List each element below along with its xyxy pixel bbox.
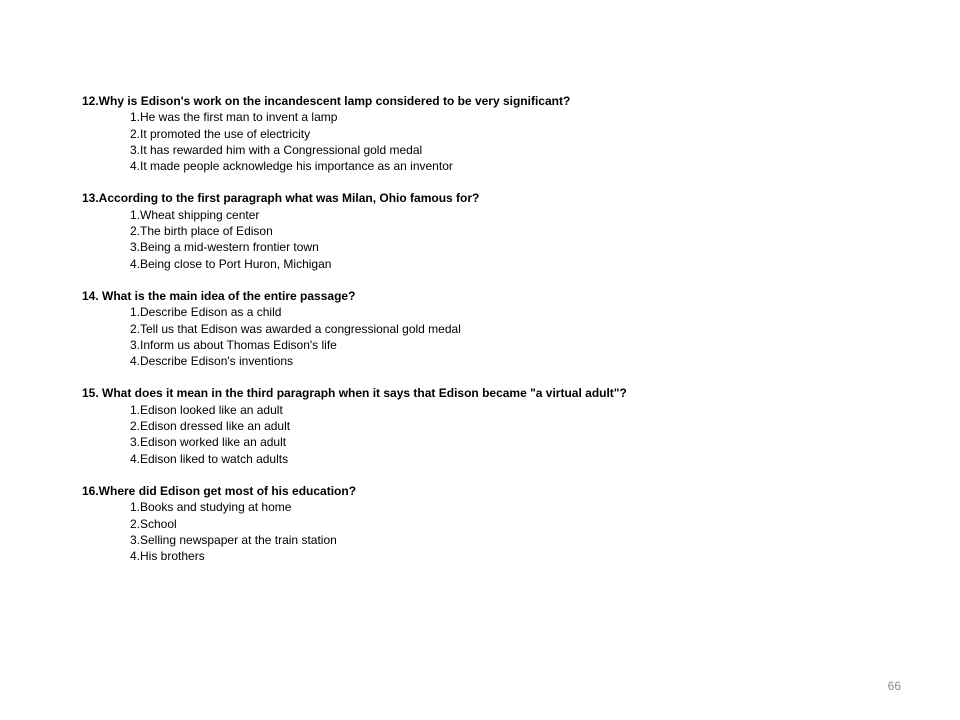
answer-options [82, 109, 902, 174]
question-text: 16.Where did Edison get most of his education? [82, 483, 357, 498]
answer-option: 3.Being a mid-western frontier town [130, 240, 319, 255]
question-list [82, 93, 902, 580]
answer-option: 1.Edison looked like an adult [130, 402, 283, 417]
question-text: 14. What is the main idea of the entire passage? [82, 288, 356, 303]
answer-option: 3.Selling newspaper at the train station [130, 532, 337, 547]
answer-option: 4.Edison liked to watch adults [130, 451, 289, 466]
answer-option: 2.It promoted the use of electricity [130, 126, 311, 141]
answer-option: 2.Edison dressed like an adult [130, 419, 291, 434]
answer-options [82, 304, 902, 369]
answer-option: 1.Describe Edison as a child [130, 305, 282, 320]
page-number: 66 [887, 679, 901, 693]
answer-option: 4.It made people acknowledge his importance as an inventor [130, 159, 453, 174]
answer-option: 4.Describe Edison's inventions [130, 354, 294, 369]
question-12 [82, 93, 902, 174]
answer-option: 3.Edison worked like an adult [130, 435, 287, 450]
answer-option: 2.School [130, 516, 177, 531]
answer-option: 3.It has rewarded him with a Congressional gold medal [130, 142, 423, 157]
answer-option: 2.The birth place of Edison [130, 224, 273, 239]
answer-option: 2.Tell us that Edison was awarded a congressional gold medal [130, 321, 461, 336]
question-15 [82, 385, 902, 466]
question-13 [82, 190, 902, 271]
answer-option: 4.His brothers [130, 549, 205, 564]
answer-option: 1.Books and studying at home [130, 500, 292, 515]
question-text: 15. What does it mean in the third paragraph when it says that Edison became "a virtual adult"? [82, 386, 627, 401]
answer-options [82, 402, 902, 467]
answer-options [82, 499, 902, 564]
answer-option: 4.Being close to Port Huron, Michigan [130, 256, 332, 271]
answer-option: 1.He was the first man to invent a lamp [130, 110, 338, 125]
question-14 [82, 288, 902, 369]
answer-option: 1.Wheat shipping center [130, 207, 260, 222]
question-text: 13.According to the first paragraph what was Milan, Ohio famous for? [82, 191, 480, 206]
answer-options [82, 207, 902, 272]
question-text: 12.Why is Edison's work on the incandescent lamp considered to be very significant? [82, 94, 571, 108]
question-16 [82, 483, 902, 564]
answer-option: 3.Inform us about Thomas Edison's life [130, 337, 337, 352]
